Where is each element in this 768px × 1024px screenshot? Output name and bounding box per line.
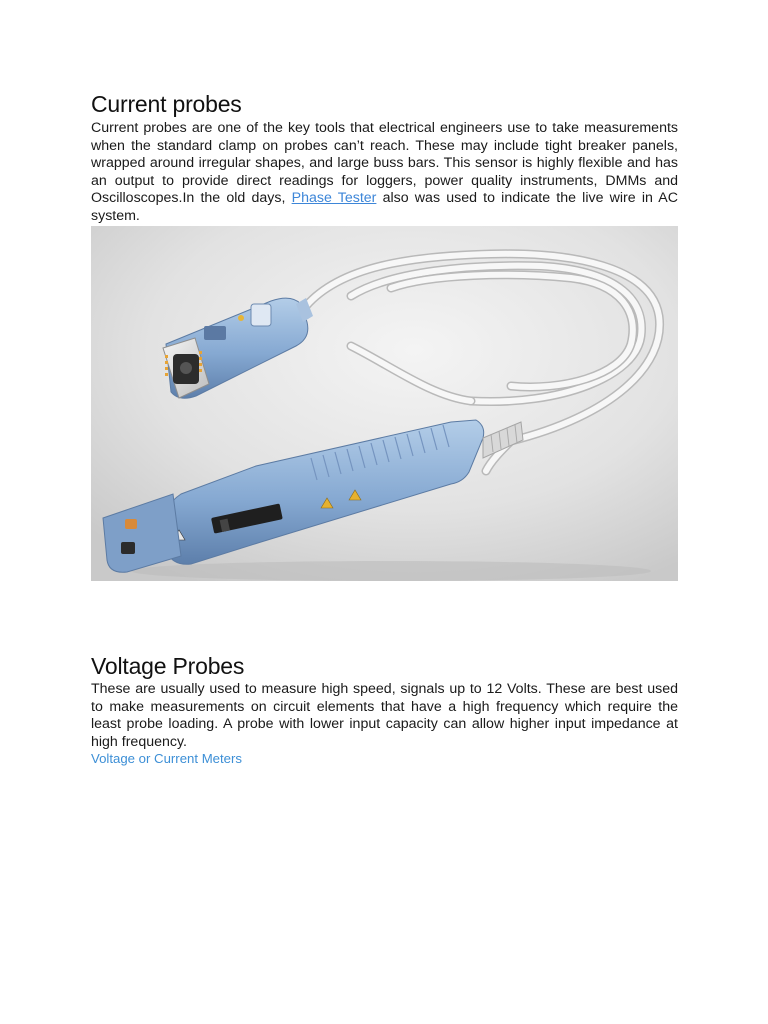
phase-tester-link[interactable]: Phase Tester — [291, 190, 377, 207]
current-probe-photo — [91, 226, 678, 581]
paragraph-text-end: also was used to indicate the live wire in AC system. — [91, 190, 678, 224]
paragraph-current-probes — [91, 120, 678, 226]
paragraph-voltage-probes: These are usually used to measure high speed, signals up to 12 Volts. These are best used to make measurements on circuit elements that have a high frequency which require the least probe loading. A probe with lower input capacity can allow higher input impedance at high frequency. — [91, 681, 678, 750]
voltage-current-meters-link[interactable]: Voltage or Current Meters — [91, 751, 242, 766]
paragraph-text: Current probes are one of the key tools that electrical engineers use to take measurements when the standard clamp on probes can’t reach. These may include tight breaker panels, wrapped around irregular shapes, and large buss bars. This sensor is highly flexible and has an output to provide direct readings for loggers, power quality instruments, DMMs and Oscilloscopes.In the old days, — [91, 120, 678, 207]
heading-voltage-probes: Voltage Probes — [91, 653, 245, 679]
heading-current-probes: Current probes — [91, 91, 242, 117]
